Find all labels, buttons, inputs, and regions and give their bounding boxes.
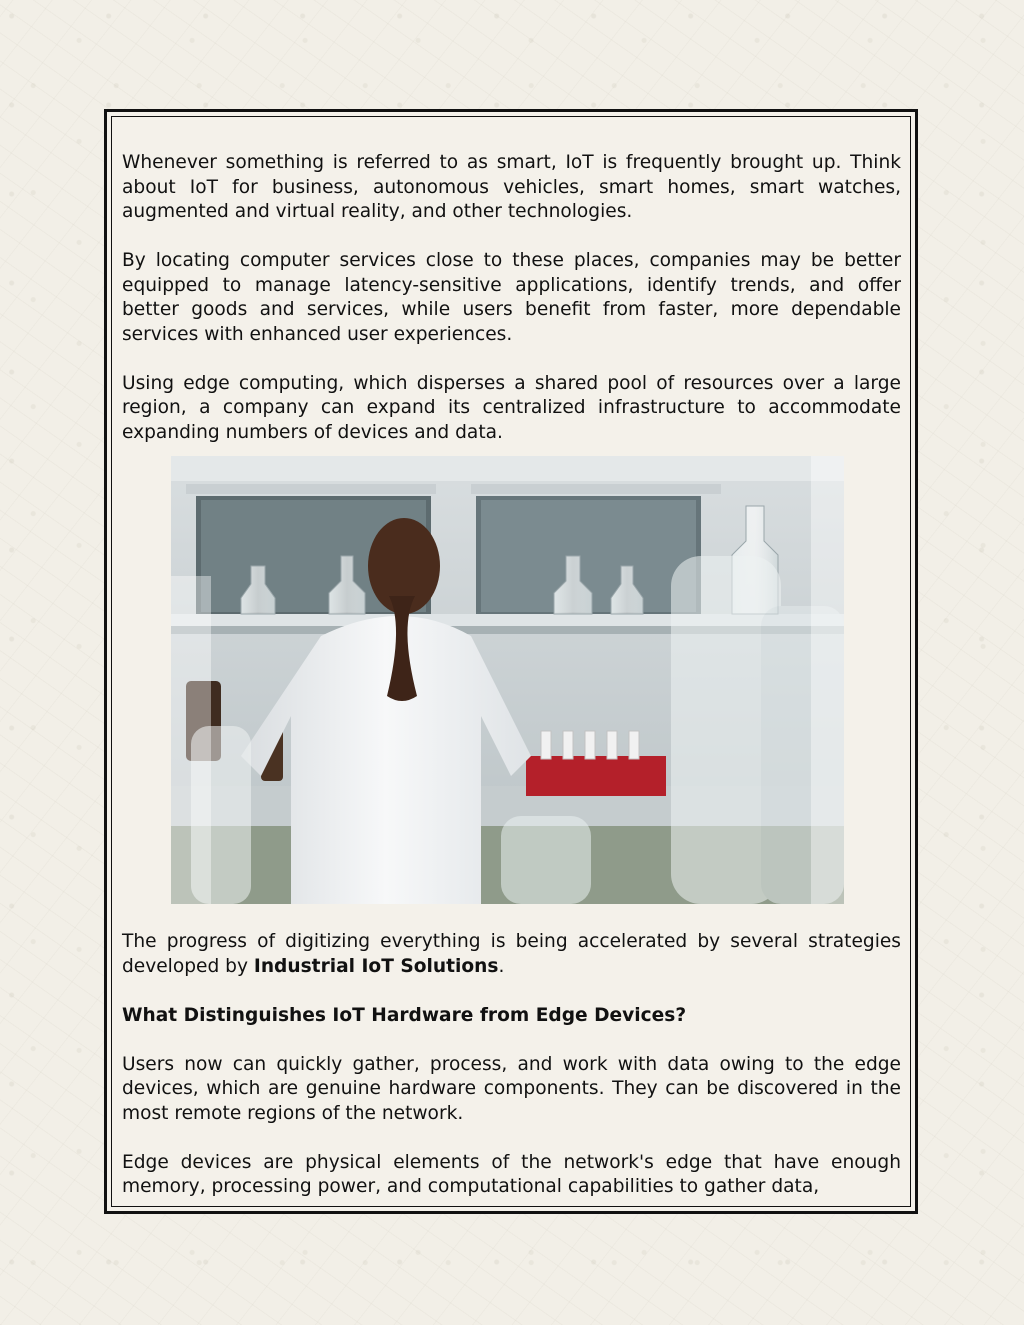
paragraph-digitizing-end: . xyxy=(498,955,505,977)
paragraph-iot-smart: Whenever something is referred to as smart, IoT is frequently brought up. Think about IoT for business, autonomous vehicles, smart homes, smart watches, augmented and virtual reality, and other technologies. xyxy=(122,152,901,222)
paragraph-edge-devices: Users now can quickly gather, process, and work with data owing to the edge devices, which are genuine hardware components. They can be discovered in the most remote regions of the network. xyxy=(122,1053,901,1124)
paragraph-edge-computing: Using edge computing, which disperses a shared pool of resources over a large region, a company can expand its centralized infrastructure to accommodate expanding numbers of devices and data. xyxy=(122,372,901,443)
paragraph-edge-physical: Edge devices are physical elements of the network's edge that have enough memory, processing power, and computational capabilities to gather data, xyxy=(122,1151,901,1197)
section-heading: What Distinguishes IoT Hardware from Edge Devices? xyxy=(122,1004,687,1026)
page-border-frame xyxy=(104,109,918,1214)
paragraph-digitizing-text: The progress of digitizing everything is being accelerated by several strategies developed by xyxy=(122,931,901,977)
paragraph-edge-services: By locating computer services close to these places, companies may be better equipped to manage latency-sensitive applications, identify trends, and offer better goods and services, while users benefit from faster, more dependable services with enhanced user experiences. xyxy=(122,250,901,345)
industrial-iot-solutions-link[interactable]: Industrial IoT Solutions xyxy=(253,955,499,977)
lab-scientist-photo xyxy=(171,456,844,904)
page-inner-frame xyxy=(111,116,911,1207)
paragraph-digitizing xyxy=(122,930,901,979)
article-body xyxy=(122,151,901,1207)
